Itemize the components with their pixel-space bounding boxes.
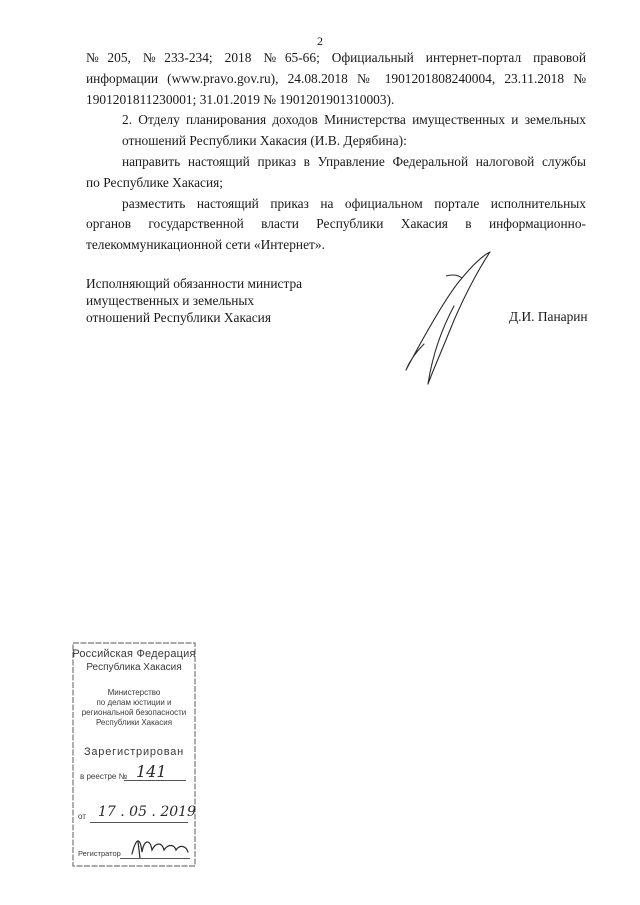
signatory-title-line: Исполняющий обязанности министра xyxy=(86,276,303,291)
text-line: 1901201811230001; 31.01.2019 № 1901201901310003). xyxy=(86,91,395,107)
text-line: направить настоящий приказ в Управление Федеральной налоговой службы xyxy=(122,153,586,169)
stamp-date-underline xyxy=(90,822,188,823)
text-line: по Республике Хакасия; xyxy=(86,174,224,190)
signatory-title-line: отношений Республики Хакасия xyxy=(86,310,271,325)
paragraph-sources xyxy=(86,48,586,110)
stamp-date-value: 17 . 05 . 2019 xyxy=(98,804,196,820)
stamp-ministry-line: Республики Хакасия xyxy=(95,718,173,727)
stamp-country-line: Российская Федерация xyxy=(72,648,196,660)
paragraph-publish-order xyxy=(86,194,586,256)
text-line: отношений Республики Хакасия (И.В. Дерябина): xyxy=(122,133,407,149)
stamp-register-label: в реестре № xyxy=(80,772,128,781)
stamp-registered-label: Зарегистрирован xyxy=(83,746,185,758)
page-number: 2 xyxy=(317,34,323,48)
signer-name: Д.И. Панарин xyxy=(509,309,588,324)
text-line: разместить настоящий приказ на официальном портале исполнительных xyxy=(122,195,586,211)
stamp-region-line: Республика Хакасия xyxy=(86,662,182,673)
stamp-register-underline xyxy=(124,780,186,781)
stamp-ministry-line: Министерство xyxy=(107,688,161,697)
stamp-ministry-line: по делам юстиции и xyxy=(96,698,172,707)
paragraph-item-2 xyxy=(86,110,586,152)
registration-stamp xyxy=(72,642,196,867)
text-line: 2. Отделу планирования доходов Министерства имущественных и земельных xyxy=(122,112,586,128)
stamp-registrar-label: Регистратор xyxy=(78,849,121,858)
text-line: органов государственной власти Республики Хакасия в информационно- xyxy=(86,216,586,232)
stamp-register-number: 141 xyxy=(136,762,167,781)
handwritten-signature xyxy=(388,248,498,388)
signatory-title-line: имущественных и земельных xyxy=(86,293,255,308)
signatory-title xyxy=(86,275,302,326)
stamp-date-prefix: от xyxy=(78,812,86,821)
stamp-ministry-line: региональной безопасности xyxy=(81,708,187,717)
paragraph-send-order xyxy=(86,152,586,194)
text-line: информации (www.pravo.gov.ru), 24.08.2018 № 1901201808240004, 23.11.2018 № xyxy=(86,70,586,86)
stamp-registrar-underline xyxy=(120,858,190,859)
text-line: №205, №233-234; 2018 №65-66; Официальный интернет-портал правовой xyxy=(86,50,586,65)
text-line: телекоммуникационной сети «Интернет». xyxy=(86,237,325,253)
document-body xyxy=(86,48,586,256)
